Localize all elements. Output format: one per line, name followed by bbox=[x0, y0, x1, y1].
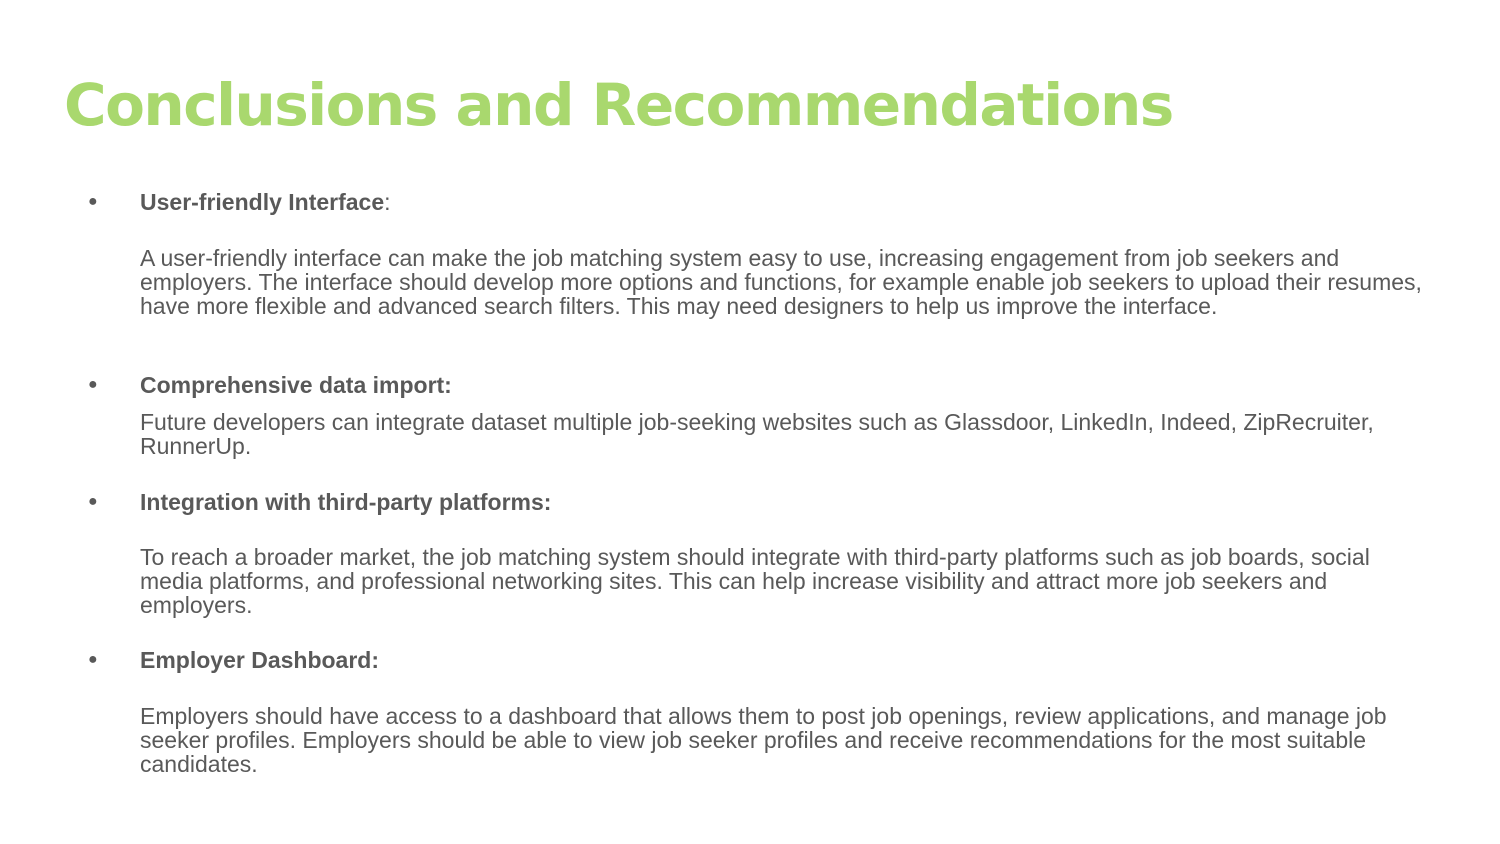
item-heading-text: User-friendly Interface bbox=[140, 189, 385, 215]
item-heading bbox=[140, 646, 379, 674]
bullet-icon: ● bbox=[88, 493, 98, 510]
item-heading-text: Comprehensive data import: bbox=[140, 372, 452, 398]
item-heading bbox=[140, 371, 452, 399]
item-body: Employers should have access to a dashboard that allows them to post job openings, review applications, and manage job seeker profiles. Employers should be able to view job seeker profiles and receive recommendations for the most suitable candidates. bbox=[140, 703, 1387, 777]
item-heading-text: Integration with third-party platforms: bbox=[140, 489, 552, 515]
item-heading-suffix: : bbox=[384, 189, 391, 215]
item-body: A user-friendly interface can make the job matching system easy to use, increasing engagement from job seekers and employers. The interface should develop more options and functions, for example enable job seekers to upload their resumes, have more flexible and advanced search filters. This may need designers to help us improve the interface. bbox=[140, 245, 1422, 319]
item-body: Future developers can integrate dataset multiple job-seeking websites such as Glassdoor, LinkedIn, Indeed, ZipRecruiter, RunnerUp. bbox=[140, 409, 1374, 459]
item-heading bbox=[140, 188, 391, 216]
item-body: To reach a broader market, the job matching system should integrate with third-party platforms such as job boards, social media platforms, and professional networking sites. This can help increase visibility and attract more job seekers and employers. bbox=[140, 544, 1370, 618]
bullet-icon: ● bbox=[88, 193, 98, 210]
item-heading-text: Employer Dashboard: bbox=[140, 647, 379, 673]
slide-title: Conclusions and Recommendations bbox=[64, 71, 1173, 139]
bullet-icon: ● bbox=[88, 376, 98, 393]
bullet-icon: ● bbox=[88, 651, 98, 668]
item-heading bbox=[140, 488, 551, 516]
